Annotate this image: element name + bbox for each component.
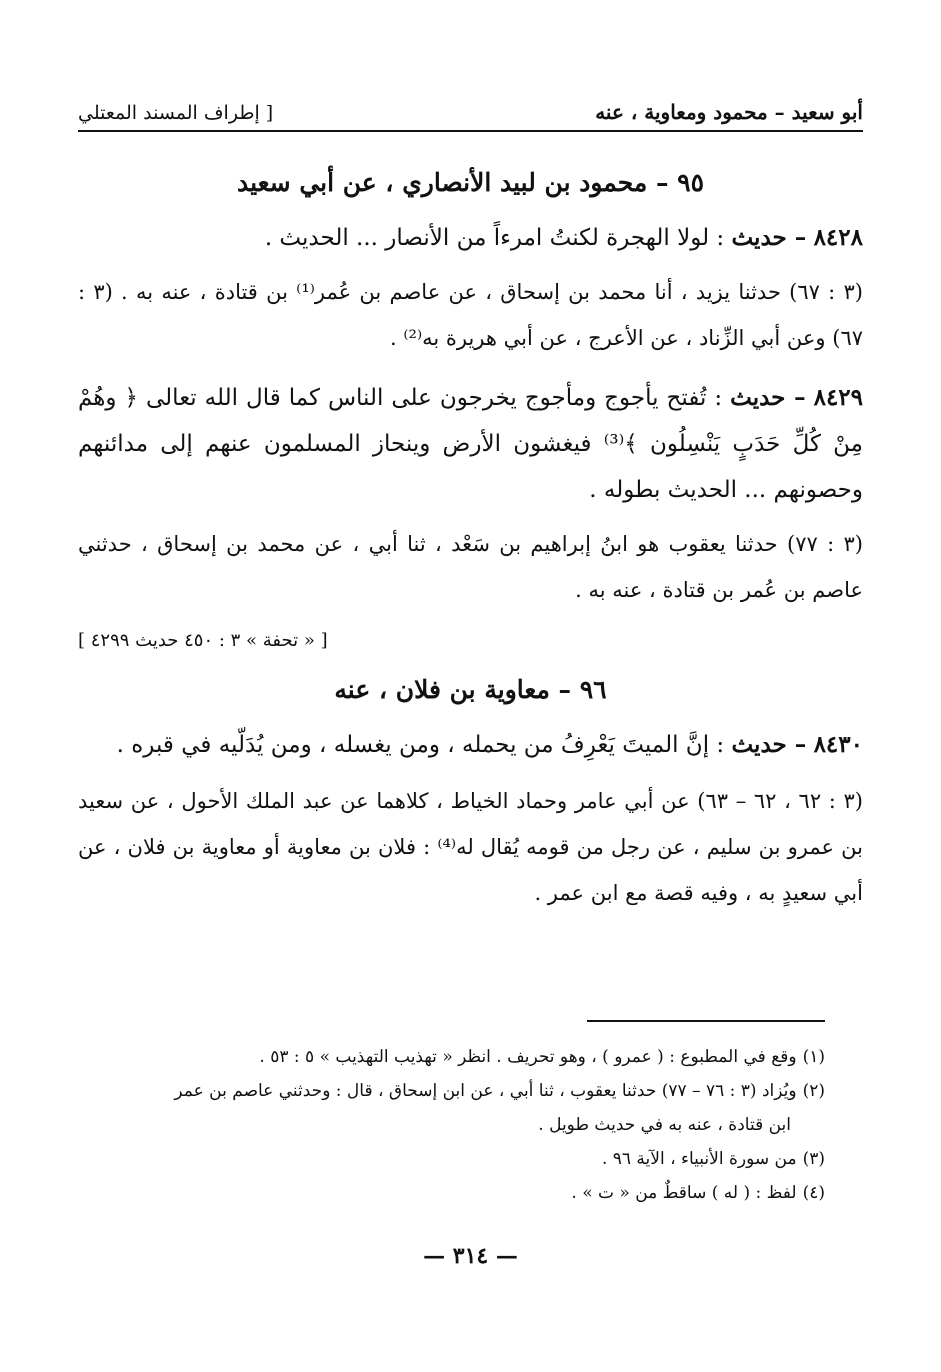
hadith-isnad: (٣ : ٧٧) حدثنا يعقوب هو ابنُ إبراهيم بن سَعْد ، ثنا أبي ، عن محمد بن إسحاق ، حدثني عاصم بن عُمر بن قتادة ، عنه به .	[78, 532, 863, 602]
footnote-1	[80, 1040, 825, 1074]
tuhfa-reference: [ « تحفة » ٣ : ٤٥٠ حديث ٤٢٩٩ ]	[78, 630, 328, 651]
hadith-label: حديث	[730, 384, 786, 411]
header-section-title: أبو سعيد – محمود ومعاوية ، عنه	[595, 100, 863, 124]
header-book-title: [ إطراف المسند المعتلي	[78, 102, 274, 124]
footnote-number: (٤)	[802, 1183, 825, 1203]
footnote-text: من سورة الأنبياء ، الآية ٩٦ .	[601, 1149, 797, 1169]
footnotes	[80, 1040, 825, 1210]
main-text	[78, 168, 863, 916]
footnote-number: (٢)	[802, 1081, 825, 1101]
footnote-2-continued: ابن قتادة ، عنه به في حديث طويل .	[538, 1115, 791, 1135]
hadith-8429: ٨٤٢٩ – حديث : تُفتح يأجوج ومأجوج يخرجون على الناس كما قال الله تعالى ﴿ وهُمْ مِنْ كُلِّ حَدَبٍ يَنْسِلُون ﴾⁽³⁾ فيغشون الأرض وينحاز المسلمون عنهم إلى مدائنهم وحصونهم ... الحديث بطوله .	[78, 384, 864, 503]
hadith-8430: ٨٤٣٠ – حديث : إنَّ الميتَ يَعْرِفُ من يحمله ، ومن يغسله ، ومن يُدَلّيه في قبره .	[116, 731, 863, 758]
footnote-text: ويُزاد (٣ : ٧٦ – ٧٧) حدثنا يعقوب ، ثنا أبي ، عن ابن إسحاق ، قال : وحدثني عاصم بن عمر	[174, 1081, 797, 1101]
hadith-text: إنَّ الميتَ يَعْرِفُ من يحمله ، ومن يغسله ، ومن يُدَلّيه في قبره .	[116, 732, 710, 758]
hadith-8428: ٨٤٢٨ – حديث : لولا الهجرة لكنتُ امرءاً من الأنصار ... الحديث .	[264, 224, 863, 251]
footnote-number: (٣)	[802, 1149, 825, 1169]
hadith-text: لولا الهجرة لكنتُ امرءاً من الأنصار ... الحديث .	[264, 225, 710, 251]
hadith-label: حديث	[731, 731, 787, 758]
section-title: ٩٥ – محمود بن لبيد الأنصاري ، عن أبي سعيد	[236, 168, 705, 197]
section-title: ٩٦ – معاوية بن فلان ، عنه	[334, 675, 607, 704]
hadith-text: تُفتح يأجوج ومأجوج يخرجون على الناس كما قال الله تعالى ﴿ وهُمْ مِنْ كُلِّ حَدَبٍ يَنْسِلُون ﴾⁽³⁾ فيغشون الأرض وينحاز المسلمون عنهم إلى مدائنهم وحصونهم ... الحديث بطوله .	[78, 385, 863, 503]
footnote-text: لفظ : ( له ) ساقطٌ من « ت » .	[571, 1183, 797, 1203]
hadith-isnad: (٣ : ٦٧) حدثنا يزيد ، أنا محمد بن إسحاق ، عن عاصم بن عُمر⁽¹⁾ بن قتادة ، عنه به . (٣ : ٦٧) وعن أبي الزِّناد ، عن الأعرج ، عن أبي هريرة به⁽²⁾ .	[78, 280, 863, 350]
running-header	[78, 92, 863, 132]
page-number: — ٣١٤ —	[423, 1243, 518, 1269]
footnote-divider	[587, 1020, 825, 1022]
footnote-4	[80, 1176, 825, 1210]
footnote-text: وقع في المطبوع : ( عمرو ) ، وهو تحريف . انظر « تهذيب التهذيب » ٥ : ٥٣ .	[259, 1047, 797, 1067]
hadith-label: حديث	[731, 224, 787, 251]
footnote-3	[80, 1142, 825, 1176]
footnote-2	[80, 1074, 825, 1108]
hadith-number: ٨٤٢٨	[813, 224, 863, 251]
hadith-number: ٨٤٣٠	[813, 731, 863, 758]
hadith-number: ٨٤٢٩	[813, 384, 864, 411]
footnote-number: (١)	[802, 1047, 825, 1067]
hadith-isnad: (٣ : ٦٢ ، ٦٢ – ٦٣) عن أبي عامر وحماد الخياط ، كلاهما عن عبد الملك الأحول ، عن سعيد بن عمرو بن سليم ، عن رجل من قومه يُقال له⁽⁴⁾ : فلان بن معاوية أو معاوية بن فلان ، عن أبي سعيدٍ به ، وفيه قصة مع ابن عمر .	[78, 789, 863, 905]
